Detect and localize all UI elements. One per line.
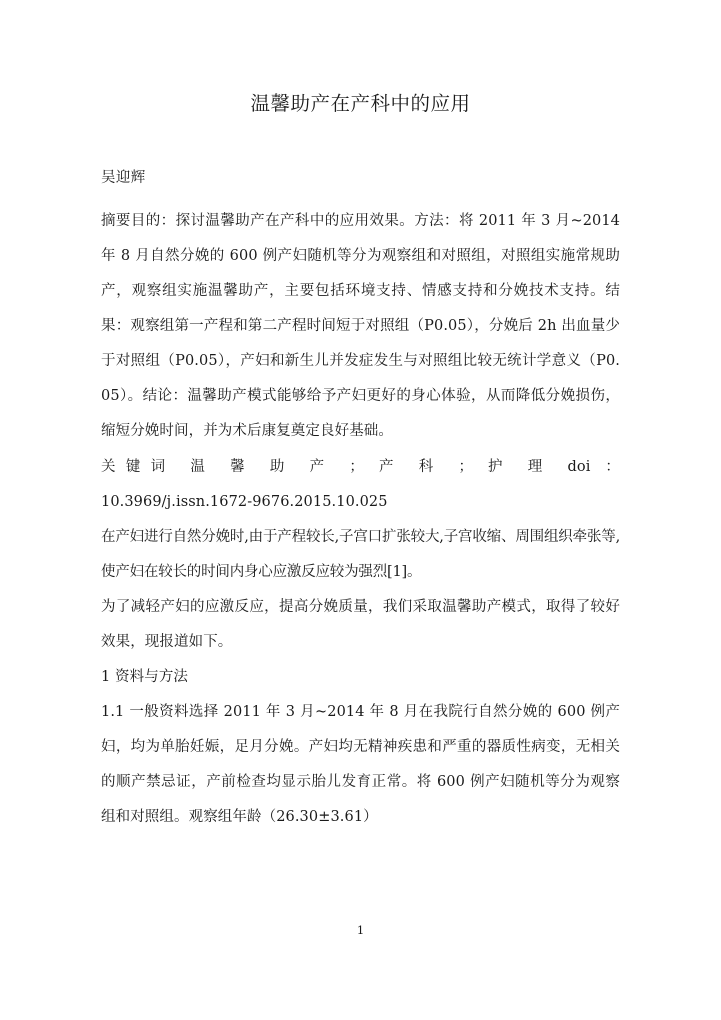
page-number: 1 bbox=[356, 923, 365, 937]
keywords-block bbox=[101, 449, 620, 520]
abstract-paragraph: 摘要目的：探讨温馨助产在产科中的应用效果。方法：将 2011 年 3 月~2014 年 8 月自然分娩的 600 例产妇随机等分为观察组和对照组，对照组实施常规助产，观察组实施温馨助产，主要包括环境支持、情感支持和分娩技术支持。结果：观察组第一产程和第二产程时间短于对照组（P0.05），分娩后 2h 出血量少于对照组（P0.05），产妇和新生儿并发症发生与对照组比较无统计学意义（P0.05）。结论：温馨助产模式能够给予产妇更好的身心体验，从而降低分娩损伤，缩短分娩时间，并为术后康复奠定良好基础。 bbox=[101, 213, 620, 440]
section-paragraph-1-1: 1.1 一般资料选择 2011 年 3 月~2014 年 8 月在我院行自然分娩的 600 例产妇，均为单胎妊娠，足月分娩。产妇均无精神疾患和严重的器质性病变，无相关的顺产禁忌证，产前检查均显示胎儿发育正常。将 600 例产妇随机等分为观察组和对照组。观察组年龄（26.30±3.61） bbox=[101, 704, 620, 826]
keywords-line: 关键词 温 馨 助 产 ； 产 科 ； 护 理 doi ： bbox=[101, 459, 620, 476]
doi-value: 10.3969/j.issn.1672-9676.2015.10.025 bbox=[101, 494, 388, 511]
page-content bbox=[101, 0, 620, 835]
body-paragraph-1: 在产妇进行自然分娩时,由于产程较长,子宫口扩张较大,子宫收缩、周围组织牵张等,使产妇在较长的时间内身心应激反应较为强烈[1]。 bbox=[101, 529, 620, 581]
section-heading-1: 1 资料与方法 bbox=[101, 669, 189, 686]
body-paragraph-2: 为了减轻产妇的应激反应，提高分娩质量，我们采取温馨助产模式，取得了较好效果，现报道如下。 bbox=[101, 599, 620, 651]
page-title: 温馨助产在产科中的应用 bbox=[250, 92, 471, 115]
author-name: 吴迎辉 bbox=[101, 170, 146, 187]
